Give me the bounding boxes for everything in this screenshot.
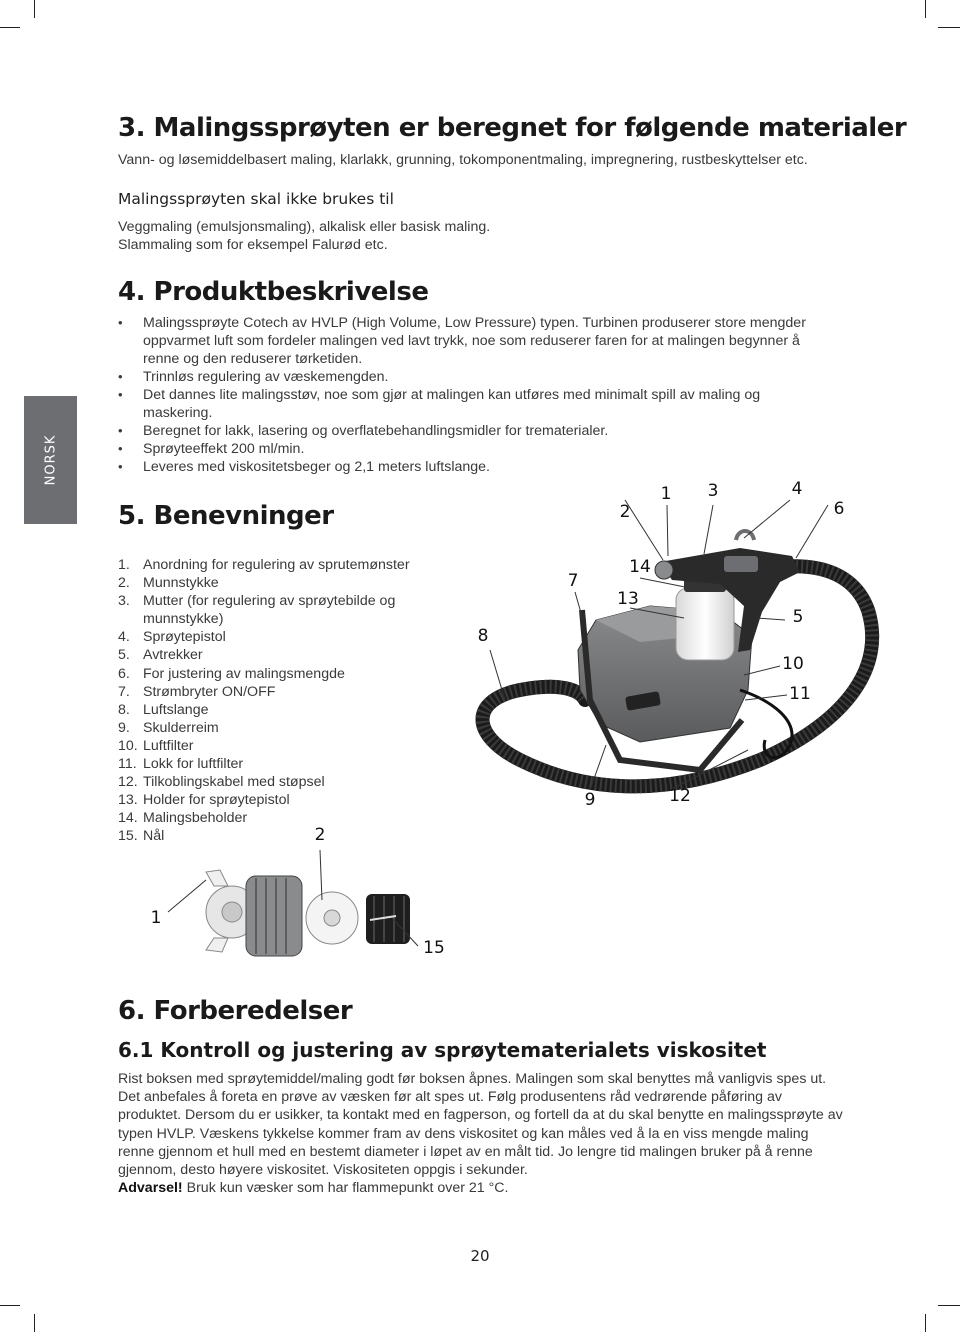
list-item-number: 4. [118, 629, 130, 646]
list-item-text: Mutter (for regulering av sprøytebilde og munnstykke) [143, 593, 396, 628]
callout-label: 1 [660, 484, 672, 504]
list-item-text: Skulderreim [143, 719, 219, 736]
callout-label: 3 [707, 481, 719, 501]
callout-label: 7 [567, 571, 579, 591]
section-3-line-1: Veggmaling (emulsjonsmaling), alkalisk eller basisk maling. [118, 219, 491, 235]
list-item-number: 6. [118, 665, 130, 682]
list-item: • Sprøyteeffekt 200 ml/min. [118, 440, 838, 458]
list-item-number: 12. [118, 774, 138, 791]
list-item: • Leveres med viskositetsbeger og 2,1 meters luftslange. [118, 458, 838, 476]
warning-text: Bruk kun væsker som har flammepunkt over 21 °C. [182, 1180, 509, 1197]
list-item-number: 14. [118, 810, 138, 827]
page-number: 20 [470, 1247, 490, 1265]
paragraph-text: Rist boksen med sprøytemiddel/maling godt før boksen åpnes. Malingen som skal benyttes må vanligvis spes ut. Det anbefales å foreta en prøve av væsken før alt spes ut. Følg produsentens råd vedrørende påføring av produktet. Dersom du er usikker, ta kontakt med en fagperson, og fortell da at du skal benytte en malingssprøyte av typen HVLP. Væskens tykkelse kommer fram av dens viskositet og kan måles ved å la en viss mengde maling renne gjennom et hull med en bestemt diameter i løpet av en målt tid. Jo lengre tid malingen bruker på å renne gjennom, desto høyere viskositet. Viskositeten oppgis i sekunder. [118, 1071, 843, 1179]
list-item-number: 15. [118, 828, 138, 845]
language-tab-label: NORSK [43, 434, 58, 486]
callout-label: 14 [629, 557, 651, 577]
callout-label: 5 [792, 607, 804, 627]
list-item-text: Lokk for luftfilter [143, 756, 244, 773]
callout-label: 6 [833, 499, 845, 519]
list-item-number: 9. [118, 719, 130, 736]
callout-label: 10 [782, 654, 804, 674]
section-6-1-paragraph [118, 1070, 848, 1197]
section-5-heading: 5. Benevninger [118, 501, 334, 531]
list-item-text: Avtrekker [143, 647, 203, 664]
list-item-text: Tilkoblingskabel med støpsel [143, 774, 325, 791]
list-item-text: Sprøytepistol [143, 629, 226, 646]
callout-label: 8 [477, 626, 489, 646]
list-item-text: Holder for sprøytepistol [143, 792, 290, 809]
callout-label: 9 [584, 790, 596, 810]
list-item: • Det dannes lite malingsstøv, noe som gjør at malingen kan utføres med minimalt spill av maling og maskering. [118, 386, 783, 422]
list-item-text: Luftslange [143, 701, 209, 718]
warning-label: Advarsel! [118, 1180, 183, 1197]
list-item-number: 13. [118, 792, 138, 809]
list-item-number: 3. [118, 593, 130, 610]
list-item-number: 5. [118, 647, 130, 664]
section-4-heading: 4. Produktbeskrivelse [118, 277, 429, 307]
callout-label: 15 [423, 938, 445, 958]
section-3-text: Vann- og løsemiddelbasert maling, klarlakk, grunning, tokomponentmaling, impregnering, rustbeskyttelser etc. [118, 152, 808, 168]
list-item-number: 2. [118, 575, 130, 592]
list-item-text: Nål [143, 828, 165, 845]
list-item-number: 10. [118, 737, 138, 754]
callout-label: 2 [619, 502, 631, 522]
list-item-text: Anordning for regulering av sprutemønster [143, 557, 410, 573]
list-item-number: 8. [118, 701, 130, 718]
callout-label: 13 [617, 589, 639, 609]
list-item-text: Malingsbeholder [143, 810, 248, 827]
list-item-number: 11. [118, 756, 137, 773]
callout-label: 12 [669, 786, 691, 806]
section-6-heading: 6. Forberedelser [118, 996, 353, 1026]
callout-label: 4 [791, 479, 803, 499]
list-item: • Malingssprøyte Cotech av HVLP (High Volume, Low Pressure) typen. Turbinen produserer store mengder oppvarmet luft som fordeler malingen ved lavt trykk, noe som reduserer faren for at malingen begynner å renne og den reduserer tørketiden. [118, 314, 838, 368]
list-item-text: Munnstykke [143, 575, 219, 592]
list-item: • Beregnet for lakk, lasering og overflatebehandlingsmidler for trematerialer. [118, 422, 838, 440]
section-3-heading: 3. Malingssprøyten er beregnet for følgende materialer [118, 113, 907, 143]
list-item-text: Luftfilter [143, 737, 194, 754]
list-item-number: 7. [118, 683, 130, 700]
list-item-text: For justering av malingsmengde [143, 665, 345, 682]
list-item-number: 1. [118, 557, 130, 573]
callout-label: 2 [314, 825, 326, 845]
list-item-text: Strømbryter ON/OFF [143, 683, 276, 700]
section-3-line-2: Slammaling som for eksempel Falurød etc. [118, 237, 388, 253]
section-3-subheading: Malingssprøyten skal ikke brukes til [118, 190, 394, 208]
callout-label: 1 [150, 908, 162, 928]
nut [246, 876, 302, 956]
section-6-1-heading: 6.1 Kontroll og justering av sprøytematerialets viskositet [118, 1038, 767, 1062]
list-item: • Trinnløs regulering av væskemengden. [118, 368, 838, 386]
callout-label: 11 [789, 684, 811, 704]
